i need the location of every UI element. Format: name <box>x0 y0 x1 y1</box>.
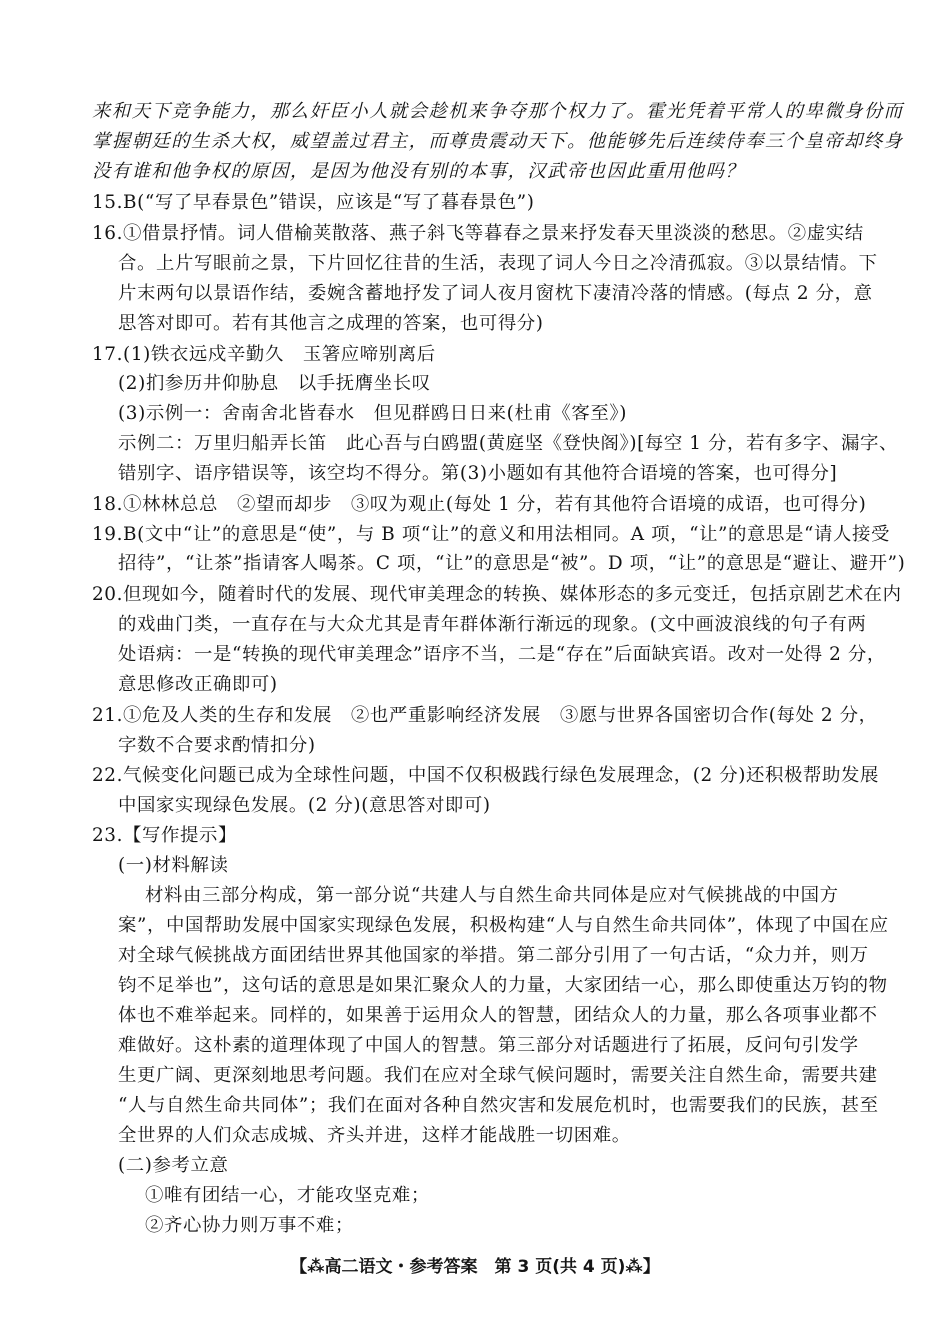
text-line: 中国家实现绿色发展。(2 分)(意思答对即可) <box>118 795 491 816</box>
text-line: 意思修改正确即可) <box>118 674 278 695</box>
text-line: 思答对即可。若有其他言之成理的答案，也可得分) <box>118 313 544 334</box>
answer-22: 22.气候变化问题已成为全球性问题，中国不仅积极践行绿色发展理念，(2 分)还积极帮助发展 <box>92 765 879 786</box>
section-heading: (二)参考立意 <box>118 1155 229 1176</box>
paragraph-line: 材料由三部分构成，第一部分说“共建人与自然生命共同体是应对气候挑战的中国方 <box>145 885 839 906</box>
text-line: (3)示例一：舍南舍北皆春水 但见群鸥日日来(杜甫《客至》) <box>118 403 627 424</box>
paragraph-line: “人与自然生命共同体”；我们在面对各种自然灾害和发展危机时，也需要我们的民族，甚至 <box>118 1095 879 1116</box>
text-line: 示例二：万里归船弄长笛 此心吾与白鸥盟(黄庭坚《登快阁》)[每空 1 分，若有多字、漏字、 <box>118 433 898 454</box>
answer-16: 16.①借景抒情。词人借榆荚散落、燕子斜飞等暮春之景来抒发春天里淡淡的愁思。②虚实结 <box>92 223 864 244</box>
text-line: 处语病：一是“转换的现代审美理念”语序不当，二是“存在”后面缺宾语。改对一处得 2 分， <box>118 644 886 665</box>
text-line: 来和天下竞争能力，那么奸臣小人就会趁机来争夺那个权力了。霍光凭着平常人的卑微身份而 <box>92 101 904 122</box>
answer-19: 19.B(文中“让”的意思是“使”，与 B 项“让”的意义和用法相同。A 项，“让”的意思是“请人接受 <box>92 524 890 545</box>
paragraph-line: 对全球气候挑战方面团结世界其他国家的举措。第二部分引用了一句古话，“众力并，则万 <box>118 945 869 966</box>
answer-17: 17.(1)铁衣远戍辛勤久 玉箸应啼别离后 <box>92 344 436 365</box>
text-line: 合。上片写眼前之景，下片回忆往昔的生活，表现了词人今日之冷清孤寂。③以景结情。下 <box>118 253 878 274</box>
page-footer: 【⁂高二语文・参考答案 第 3 页(共 4 页)⁂】 <box>290 1257 660 1277</box>
paragraph-line: 体也不难举起来。同样的，如果善于运用众人的智慧，团结众人的力量，那么各项事业都不 <box>118 1005 878 1026</box>
text-line: 字数不合要求酌情扣分) <box>118 735 316 756</box>
thesis-item: ①唯有团结一心，才能攻坚克难； <box>145 1185 430 1206</box>
text-line: 的戏曲门类，一直存在与大众尤其是青年群体渐行渐远的现象。(文中画波浪线的句子有两 <box>118 614 867 635</box>
paragraph-line: 钧不足举也”，这句话的意思是如果汇聚众人的力量，大家团结一心，那么即使重达万钧的物 <box>118 975 888 996</box>
paragraph-line: 全世界的人们众志成城、齐头并进，这样才能战胜一切困难。 <box>118 1125 631 1146</box>
thesis-item: ②齐心协力则万事不难； <box>145 1215 354 1236</box>
paragraph-line: 生更广阔、更深刻地思考问题。我们在应对全球气候问题时，需要关注自然生命，需要共建 <box>118 1065 878 1086</box>
text-line: (2)扪参历井仰胁息 以手抚膺坐长叹 <box>118 373 431 394</box>
text-line: 片末两句以景语作结，委婉含蓄地抒发了词人夜月窗枕下凄清冷落的情感。(每点 2 分，意 <box>118 283 873 304</box>
answer-18: 18.①林林总总 ②望而却步 ③叹为观止(每处 1 分，若有其他符合语境的成语，也可得分) <box>92 494 867 515</box>
paragraph-line: 案”，中国帮助发展中国家实现绿色发展，积极构建“人与自然生命共同体”，体现了中国在应 <box>118 915 889 936</box>
text-line: 招待”，“让茶”指请客人喝茶。C 项，“让”的意思是“被”。D 项，“让”的意思是“避让、避开”) <box>118 553 906 574</box>
section-heading: (一)材料解读 <box>118 855 229 876</box>
text-line: 没有谁和他争权的原因，是因为他没有别的本事，汉武帝也因此重用他吗？ <box>92 161 746 182</box>
answer-21: 21.①危及人类的生存和发展 ②也严重影响经济发展 ③愿与世界各国密切合作(每处 2 分， <box>92 705 878 726</box>
answer-23: 23.【写作提示】 <box>92 825 237 846</box>
paragraph-line: 难做好。这朴素的道理体现了中国人的智慧。第三部分对话题进行了拓展，反问句引发学 <box>118 1035 859 1056</box>
answer-20: 20.但现如今，随着时代的发展、现代审美理念的转换、媒体形态的多元变迁，包括京剧艺术在内 <box>92 584 902 605</box>
text-line: 掌握朝廷的生杀大权，威望盖过君主，而尊贵震动天下。他能够先后连续侍奉三个皇帝却终身 <box>92 131 904 152</box>
answer-15: 15.B(“写了早春景色”错误，应该是“写了暮春景色”) <box>92 192 535 213</box>
text-line: 错别字、语序错误等，该空均不得分。第(3)小题如有其他符合语境的答案，也可得分] <box>118 463 838 484</box>
